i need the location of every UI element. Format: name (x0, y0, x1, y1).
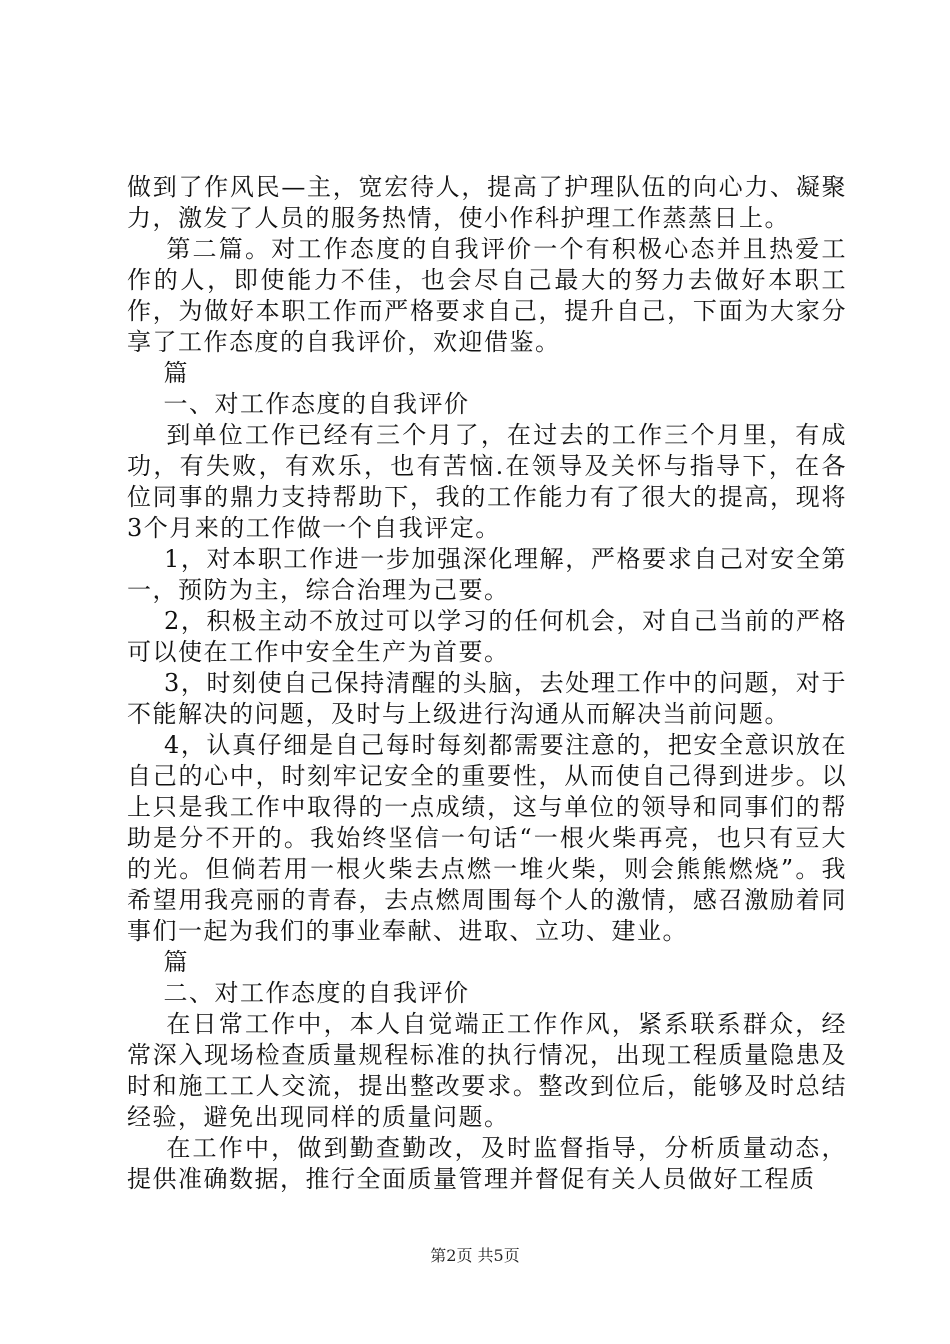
list-item: 2，积极主动不放过可以学习的任何机会，对自己当前的严格可以使在工作中安全生产为首要。 (127, 607, 847, 666)
paragraph: 篇 (127, 948, 190, 976)
paragraph: 在日常工作中，本人自觉端正工作作风，紧系联系群众，经常深入现场检查质量规程标准的执行情况，出现工程质量隐患及时和施工工人交流，提出整改要求。整改到位后，能够及时总结经验，避免出现同样的质量问题。 (127, 1010, 848, 1131)
paragraph: 在工作中，做到勤查勤改，及时监督指导，分析质量动态，提供准确数据，推行全面质量管理并督促有关人员做好工程质 (127, 1134, 848, 1193)
list-item: 3，时刻使自己保持清醒的头脑，去处理工作中的问题，对于不能解决的问题，及时与上级进行沟通从而解决当前问题。 (127, 669, 847, 728)
list-item: 1，对本职工作进一步加强深化理解，严格要求自己对安全第一，预防为主，综合治理为己要。 (127, 545, 847, 604)
document-body (127, 172, 847, 1195)
paragraph: 第二篇。对工作态度的自我评价一个有积极心态并且热爱工作的人，即使能力不佳，也会尽自己最大的努力去做好本职工作，为做好本职工作而严格要求自己，提升自己，下面为大家分享了工作态度的自我评价，欢迎借鉴。 (127, 235, 848, 356)
paragraph: 到单位工作已经有三个月了，在过去的工作三个月里，有成功，有失败，有欢乐，也有苦恼.在领导及关怀与指导下，在各位同事的鼎力支持帮助下，我的工作能力有了很大的提高，现将3个月来的工作做一个自我评定。 (127, 421, 848, 542)
list-item: 4，认真仔细是自己每时每刻都需要注意的，把安全意识放在自己的心中，时刻牢记安全的重要性，从而使自己得到进步。以上只是我工作中取得的一点成绩，这与单位的领导和同事们的帮助是分不开的。我始终坚信一句话“一根火柴再亮，也只有豆大的光。但倘若用一根火柴去点燃一堆火柴，则会熊熊燃烧”。我希望用我亮丽的青春，去点燃周围每个人的激情，感召激励着同事们一起为我们的事业奉献、进取、立功、建业。 (127, 731, 847, 945)
paragraph: 篇 (127, 359, 190, 387)
paragraph: 做到了作风民—主，宽宏待人，提高了护理队伍的向心力、凝聚力，激发了人员的服务热情，使小作科护理工作蒸蒸日上。 (127, 173, 847, 232)
page-number-footer: 第2页 共5页 (430, 1246, 520, 1265)
section-heading: 二、对工作态度的自我评价 (127, 979, 470, 1007)
section-heading: 一、对工作态度的自我评价 (127, 390, 470, 418)
